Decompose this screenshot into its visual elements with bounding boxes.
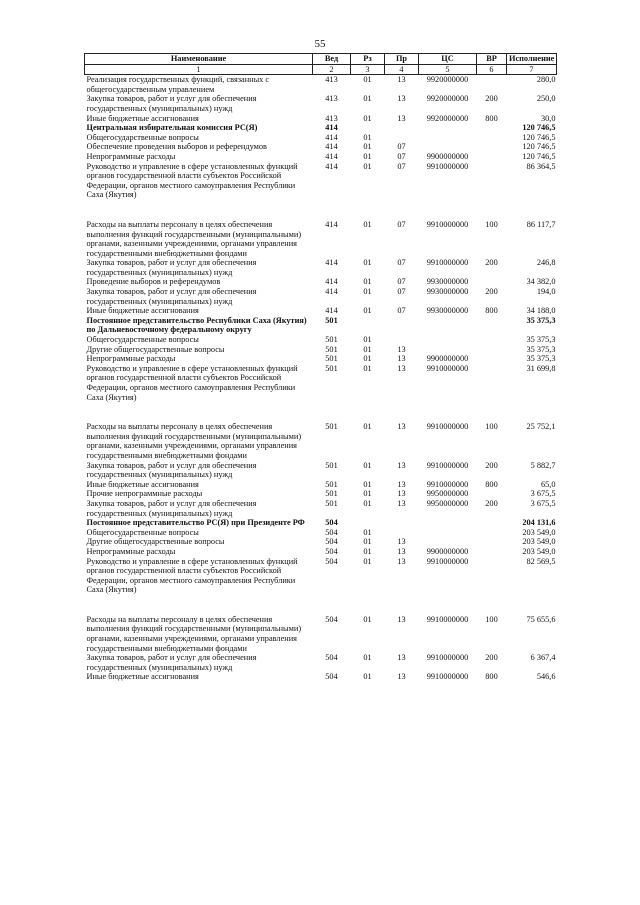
- cell-ved: 504: [325, 518, 338, 528]
- cell-rz: 01: [363, 354, 372, 364]
- cell-pr: 13: [397, 479, 406, 489]
- header-value: Исполнение: [507, 54, 557, 65]
- cell-name: Закупка товаров, работ и услуг для обеспечения государственных (муниципальных) нужд: [86, 653, 257, 672]
- cell-val: 203 549,0: [522, 546, 556, 556]
- header-name: Наименование: [85, 54, 313, 65]
- cell-name: Другие общегосударственные вопросы: [86, 537, 225, 547]
- cell-name: Другие общегосударственные вопросы: [86, 344, 225, 354]
- cell-ved: 504: [325, 546, 338, 556]
- cell-pr: 13: [397, 113, 406, 123]
- cell-pr: 13: [397, 460, 406, 470]
- cell-pr: 07: [397, 219, 406, 229]
- cell-vr: 800: [485, 306, 498, 316]
- cell-ved: 501: [325, 315, 338, 325]
- cell-val: 31 699,8: [526, 363, 556, 373]
- cell-vr: 100: [485, 614, 498, 624]
- cell-pr: 13: [397, 489, 406, 499]
- cell-cs: [419, 528, 477, 538]
- column-number: 1: [85, 64, 313, 75]
- cell-vr: [477, 277, 507, 287]
- cell-cs: 9910000000: [426, 422, 469, 432]
- cell-name: Руководство и управление в сфере установленных функций органов государственной власти субъектов Российской Федерации, органов местного самоуправления Республики Саха (Якутия): [86, 363, 298, 402]
- cell-cs: 9930000000: [426, 306, 469, 316]
- cell-val: 204 131,6: [522, 518, 556, 528]
- cell-name: Проведение выборов и референдумов: [86, 277, 221, 287]
- table-row: [85, 258, 557, 277]
- table-row: [85, 364, 557, 422]
- cell-val: 120 746,5: [522, 132, 556, 142]
- cell-rz: 01: [363, 287, 372, 297]
- cell-val: 120 746,5: [522, 142, 556, 152]
- table-row: [85, 557, 557, 615]
- cell-rz: 01: [363, 672, 372, 682]
- table-row: [85, 316, 557, 335]
- column-number: 7: [507, 64, 557, 75]
- table-row: [85, 422, 557, 460]
- cell-pr: 13: [397, 354, 406, 364]
- cell-rz: 01: [363, 489, 372, 499]
- table-row: [85, 480, 557, 490]
- cell-vr: [477, 518, 507, 528]
- table-row: [85, 354, 557, 364]
- cell-ved: 414: [325, 151, 338, 161]
- cell-rz: 01: [363, 479, 372, 489]
- page-number: 55: [314, 38, 326, 50]
- cell-val: 86 117,7: [526, 219, 556, 229]
- cell-val: 546,6: [536, 672, 556, 682]
- table-row: [85, 94, 557, 113]
- cell-val: 35 375,3: [526, 335, 556, 345]
- cell-rz: 01: [363, 344, 372, 354]
- cell-cs: 9910000000: [426, 653, 469, 663]
- table-row: [85, 653, 557, 672]
- cell-vr: 100: [485, 219, 498, 229]
- cell-name: Расходы на выплаты персоналу в целях обеспечения выполнения функций государственными (муниципальными) органами, казенными учреждениями, органами управления государственными внебюджетными фондами: [86, 219, 302, 258]
- table-row: [85, 615, 557, 653]
- cell-ved: 501: [325, 335, 338, 345]
- table-row: [85, 75, 557, 95]
- cell-vr: [477, 75, 507, 95]
- cell-val: 82 569,5: [526, 556, 556, 566]
- table-row: [85, 133, 557, 143]
- cell-rz: 01: [363, 258, 372, 268]
- cell-val: 34 382,0: [526, 277, 556, 287]
- cell-vr: 200: [485, 498, 498, 508]
- table-row: [85, 152, 557, 162]
- cell-val: 246,8: [536, 258, 556, 268]
- cell-ved: 414: [325, 219, 338, 229]
- cell-cs: 9910000000: [426, 479, 469, 489]
- cell-ved: 414: [325, 306, 338, 316]
- cell-pr: 13: [397, 75, 406, 85]
- table-row: [85, 335, 557, 345]
- cell-ved: 501: [325, 489, 338, 499]
- header-rz: Рз: [351, 54, 385, 65]
- table-row: [85, 489, 557, 499]
- cell-ved: 414: [325, 277, 338, 287]
- table-row: [85, 461, 557, 480]
- cell-name: Закупка товаров, работ и услуг для обеспечения государственных (муниципальных) нужд: [86, 287, 257, 306]
- header-pr: Пр: [385, 54, 419, 65]
- cell-name: Закупка товаров, работ и услуг для обеспечения государственных (муниципальных) нужд: [86, 94, 257, 113]
- cell-pr: 13: [397, 556, 406, 566]
- cell-rz: 01: [363, 132, 372, 142]
- cell-ved: 501: [325, 498, 338, 508]
- table-row: [85, 518, 557, 528]
- cell-rz: 01: [363, 653, 372, 663]
- cell-vr: 200: [485, 94, 498, 104]
- cell-name: Закупка товаров, работ и услуг для обеспечения государственных (муниципальных) нужд: [86, 460, 257, 480]
- cell-cs: [419, 335, 477, 345]
- cell-vr: 200: [485, 258, 498, 268]
- cell-name: Расходы на выплаты персоналу в целях обеспечения выполнения функций государственными (муниципальными) органами, казенными учреждениями, органами управления государственными внебюджетными фондами: [86, 614, 302, 653]
- cell-ved: 414: [325, 142, 338, 152]
- table-row: [85, 287, 557, 306]
- cell-name: Центральная избирательная комиссия РС(Я): [86, 123, 258, 133]
- table-row: [85, 499, 557, 518]
- cell-pr: 07: [397, 306, 406, 316]
- cell-cs: [419, 345, 477, 355]
- cell-rz: 01: [363, 363, 372, 373]
- cell-ved: 504: [325, 672, 338, 682]
- cell-rz: 01: [363, 460, 372, 470]
- cell-rz: 01: [363, 306, 372, 316]
- cell-vr: [477, 537, 507, 547]
- cell-name: Непрограммные расходы: [86, 354, 176, 364]
- cell-val: 6 367,4: [530, 653, 556, 663]
- cell-val: 35 375,3: [526, 344, 556, 354]
- cell-rz: 01: [363, 94, 372, 104]
- column-number: 2: [313, 64, 351, 75]
- table-row: [85, 537, 557, 547]
- cell-name: Постоянное представительство РС(Я) при Президенте РФ: [86, 518, 305, 528]
- cell-vr: [477, 364, 507, 422]
- column-number: 4: [385, 64, 419, 75]
- cell-val: 35 375,3: [526, 315, 556, 325]
- cell-val: 203 549,0: [522, 537, 556, 547]
- cell-name: Непрограммные расходы: [86, 546, 176, 556]
- cell-pr: 13: [397, 422, 406, 432]
- cell-pr: 07: [397, 277, 406, 287]
- table-row: [85, 306, 557, 316]
- cell-cs: 9900000000: [426, 151, 469, 161]
- cell-name: Иные бюджетные ассигнования: [86, 306, 199, 316]
- cell-cs: 9910000000: [426, 614, 469, 624]
- cell-ved: 501: [325, 363, 338, 373]
- cell-val: 280,0: [536, 75, 556, 85]
- cell-ved: 413: [325, 94, 338, 104]
- cell-ved: 501: [325, 354, 338, 364]
- cell-rz: 01: [363, 498, 372, 508]
- cell-val: 120 746,5: [522, 123, 556, 133]
- cell-cs: 9930000000: [426, 287, 469, 297]
- cell-cs: [419, 518, 477, 528]
- cell-vr: [477, 142, 507, 152]
- cell-pr: 13: [397, 94, 406, 104]
- cell-cs: 9910000000: [426, 556, 469, 566]
- cell-rz: 01: [363, 219, 372, 229]
- cell-vr: 200: [485, 460, 498, 470]
- cell-rz: 01: [363, 75, 372, 85]
- cell-name: Общегосударственные вопросы: [86, 335, 199, 345]
- cell-pr: 13: [397, 363, 406, 373]
- cell-name: Непрограммные расходы: [86, 151, 176, 161]
- cell-val: 65,0: [540, 479, 556, 489]
- cell-rz: 01: [363, 277, 372, 287]
- table-row: [85, 162, 557, 220]
- table-row: [85, 142, 557, 152]
- cell-val: 75 655,6: [526, 614, 556, 624]
- cell-name: Иные бюджетные ассигнования: [86, 479, 199, 489]
- cell-val: 34 188,0: [526, 306, 556, 316]
- cell-vr: 100: [485, 422, 498, 432]
- cell-cs: 9900000000: [426, 546, 469, 556]
- cell-pr: 07: [397, 161, 406, 171]
- cell-val: 120 746,5: [522, 151, 556, 161]
- cell-rz: [351, 123, 385, 133]
- cell-rz: 01: [363, 537, 372, 547]
- cell-cs: 9950000000: [426, 489, 469, 499]
- cell-ved: 504: [325, 537, 338, 547]
- cell-rz: [351, 316, 385, 335]
- cell-vr: 200: [485, 287, 498, 297]
- cell-vr: [477, 123, 507, 133]
- cell-pr: 13: [397, 653, 406, 663]
- cell-cs: 9920000000: [426, 94, 469, 104]
- cell-name: Расходы на выплаты персоналу в целях обеспечения выполнения функций государственными (муниципальными) органами, казенными учреждениями, органами управления государственными внебюджетными фондами: [86, 422, 302, 460]
- cell-vr: [477, 162, 507, 220]
- cell-name: Общегосударственные вопросы: [86, 527, 199, 537]
- cell-pr: 07: [397, 287, 406, 297]
- cell-ved: 414: [325, 123, 338, 133]
- cell-rz: 01: [363, 142, 372, 152]
- cell-name: Постоянное представительство Республики Саха (Якутия) по Дальневосточному федеральному округу: [86, 315, 307, 335]
- table-row: [85, 528, 557, 538]
- cell-val: 86 364,5: [526, 161, 556, 171]
- table-row: [85, 220, 557, 258]
- cell-cs: 9910000000: [426, 258, 469, 268]
- cell-cs: 9920000000: [426, 113, 469, 123]
- cell-pr: 13: [397, 498, 406, 508]
- budget-table: [84, 53, 557, 682]
- table-body: [85, 75, 557, 682]
- cell-ved: 413: [325, 113, 338, 123]
- cell-cs: 9910000000: [426, 672, 469, 682]
- cell-rz: 01: [363, 335, 372, 345]
- cell-vr: [477, 316, 507, 335]
- cell-cs: [419, 123, 477, 133]
- cell-vr: [477, 354, 507, 364]
- cell-ved: 414: [325, 161, 338, 171]
- cell-name: Общегосударственные вопросы: [86, 132, 199, 142]
- cell-rz: 01: [363, 546, 372, 556]
- cell-pr: 13: [397, 537, 406, 547]
- cell-rz: [351, 518, 385, 528]
- cell-cs: 9920000000: [426, 75, 469, 85]
- cell-pr: 13: [397, 672, 406, 682]
- cell-ved: 501: [325, 479, 338, 489]
- cell-cs: [419, 537, 477, 547]
- cell-pr: 13: [397, 344, 406, 354]
- cell-pr: [385, 123, 419, 133]
- cell-rz: 01: [363, 161, 372, 171]
- cell-ved: 414: [325, 132, 338, 142]
- cell-val: 5 882,7: [530, 460, 556, 470]
- cell-pr: 13: [397, 546, 406, 556]
- cell-cs: 9910000000: [426, 363, 469, 373]
- cell-rz: 01: [363, 151, 372, 161]
- cell-vr: [477, 152, 507, 162]
- header-vr: ВР: [477, 54, 507, 65]
- cell-name: Иные бюджетные ассигнования: [86, 113, 199, 123]
- table-row: [85, 345, 557, 355]
- cell-pr: [385, 518, 419, 528]
- cell-vr: [477, 489, 507, 499]
- cell-val: 250,0: [536, 94, 556, 104]
- cell-ved: 501: [325, 460, 338, 470]
- cell-pr: [385, 528, 419, 538]
- column-number: 6: [477, 64, 507, 75]
- cell-vr: [477, 133, 507, 143]
- cell-vr: [477, 547, 507, 557]
- cell-ved: 504: [325, 556, 338, 566]
- table-row: [85, 114, 557, 124]
- cell-name: Реализация государственных функций, связанных с общегосударственным управлением: [86, 75, 270, 94]
- cell-pr: 07: [397, 258, 406, 268]
- table-row: [85, 547, 557, 557]
- cell-rz: 01: [363, 527, 372, 537]
- cell-val: 3 675,5: [530, 498, 556, 508]
- cell-pr: 07: [397, 151, 406, 161]
- cell-val: 25 752,1: [526, 422, 556, 432]
- table-header: [85, 54, 557, 75]
- cell-val: 30,0: [540, 113, 556, 123]
- cell-pr: [385, 335, 419, 345]
- cell-rz: 01: [363, 422, 372, 432]
- cell-vr: [477, 335, 507, 345]
- cell-ved: 504: [325, 527, 338, 537]
- table-row: [85, 277, 557, 287]
- cell-ved: 414: [325, 287, 338, 297]
- cell-val: 3 675,5: [530, 489, 556, 499]
- header-ved: Вед: [313, 54, 351, 65]
- cell-cs: [419, 316, 477, 335]
- cell-name: Закупка товаров, работ и услуг для обеспечения государственных (муниципальных) нужд: [86, 498, 257, 518]
- cell-cs: [419, 133, 477, 143]
- cell-pr: [385, 316, 419, 335]
- cell-rz: 01: [363, 556, 372, 566]
- cell-cs: 9900000000: [426, 354, 469, 364]
- cell-ved: 501: [325, 422, 338, 432]
- cell-cs: 9910000000: [426, 460, 469, 470]
- cell-ved: 413: [325, 75, 338, 85]
- cell-name: Обеспечение проведения выборов и референдумов: [86, 142, 267, 152]
- cell-name: Прочие непрограммные расходы: [86, 489, 203, 499]
- cell-vr: [477, 345, 507, 355]
- cell-rz: 01: [363, 113, 372, 123]
- column-number: 3: [351, 64, 385, 75]
- cell-pr: 13: [397, 614, 406, 624]
- cell-vr: 800: [485, 479, 498, 489]
- cell-name: Иные бюджетные ассигнования: [86, 672, 199, 682]
- cell-name: Закупка товаров, работ и услуг для обеспечения государственных (муниципальных) нужд: [86, 258, 257, 277]
- cell-name: Руководство и управление в сфере установленных функций органов государственной власти субъектов Российской Федерации, органов местного самоуправления Республики Саха (Якутия): [86, 556, 298, 595]
- cell-val: 35 375,3: [526, 354, 556, 364]
- cell-pr: 07: [397, 142, 406, 152]
- cell-vr: [477, 528, 507, 538]
- cell-cs: 9930000000: [426, 277, 469, 287]
- cell-vr: 800: [485, 672, 498, 682]
- cell-cs: [419, 142, 477, 152]
- cell-vr: 800: [485, 113, 498, 123]
- column-number: 5: [419, 64, 477, 75]
- cell-val: 203 549,0: [522, 527, 556, 537]
- cell-cs: 9910000000: [426, 161, 469, 171]
- cell-cs: 9910000000: [426, 219, 469, 229]
- cell-ved: 414: [325, 258, 338, 268]
- cell-ved: 504: [325, 614, 338, 624]
- table-row: [85, 672, 557, 682]
- cell-pr: [385, 133, 419, 143]
- cell-val: 194,0: [536, 287, 556, 297]
- cell-rz: 01: [363, 614, 372, 624]
- header-cs: ЦС: [419, 54, 477, 65]
- cell-ved: 504: [325, 653, 338, 663]
- cell-vr: [477, 557, 507, 615]
- cell-cs: 9950000000: [426, 498, 469, 508]
- cell-vr: 200: [485, 653, 498, 663]
- cell-name: Руководство и управление в сфере установленных функций органов государственной власти субъектов Российской Федерации, органов местного самоуправления Республики Саха (Якутия): [86, 161, 298, 200]
- cell-ved: 501: [325, 344, 338, 354]
- table-row: [85, 123, 557, 133]
